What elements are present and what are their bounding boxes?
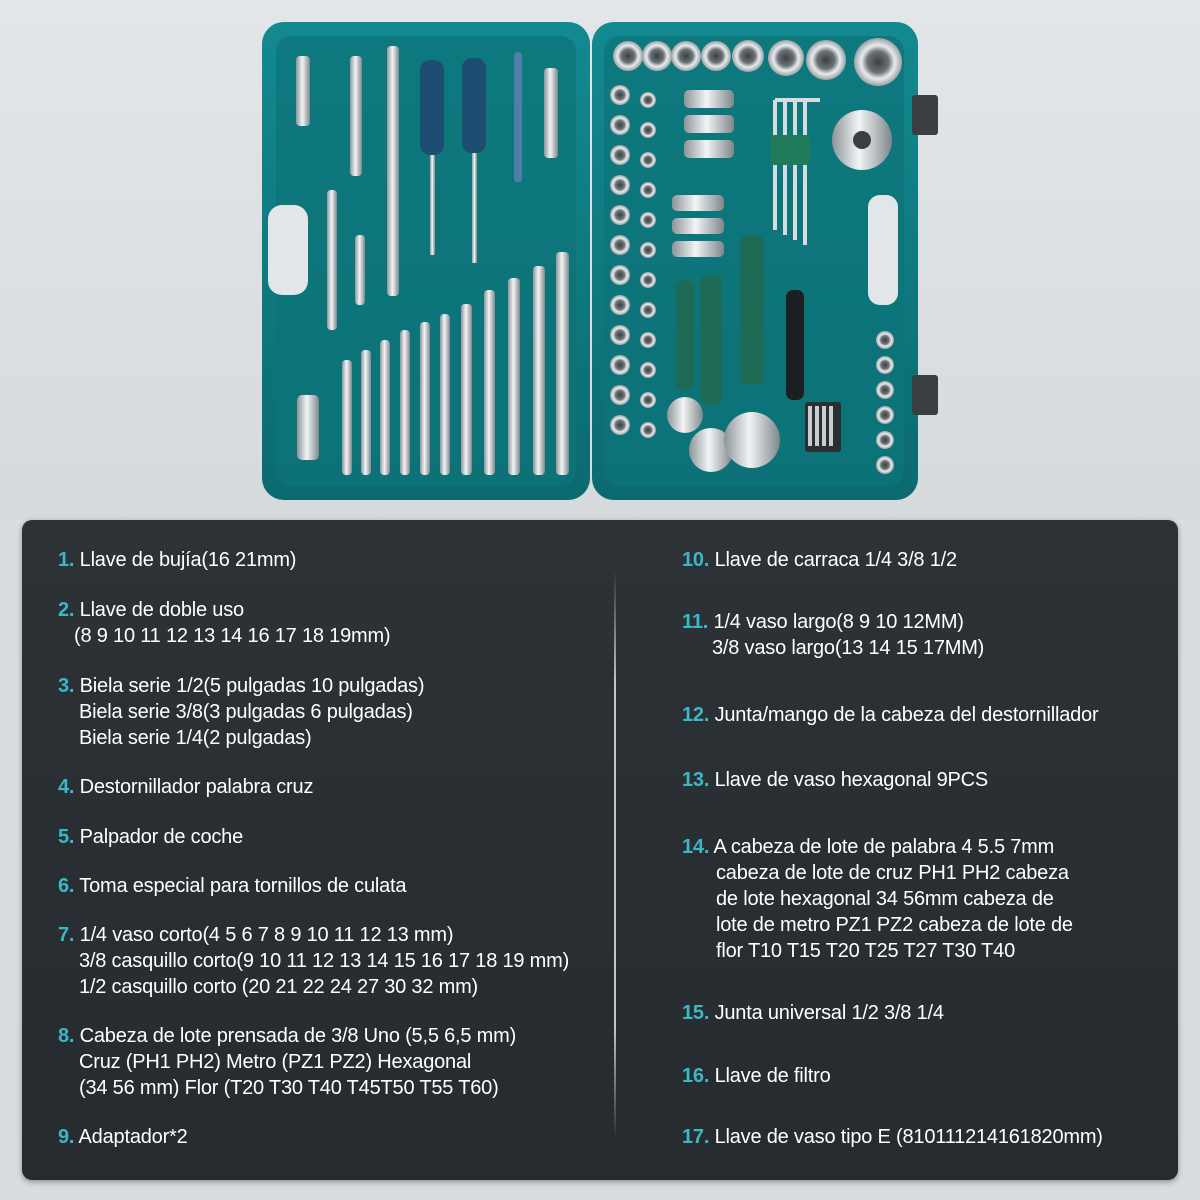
item-text: Biela serie 1/2(5 pulgadas 10 pulgadas) [79,675,425,697]
specification-panel [22,520,1178,1180]
item-number: 10. [682,549,710,571]
item-text: flor T10 T15 T20 T25 T27 T30 T40 [716,940,1015,962]
item-text: Junta/mango de la cabeza del destornillador [714,704,1099,726]
list-item-7 [58,922,569,1000]
item-number: 17. [682,1126,710,1148]
item-number: 1. [58,549,75,571]
toolbox-photo [0,0,1200,520]
list-item-11 [682,609,984,661]
list-item-14 [682,834,1073,964]
item-text: Llave de bujía(16 21mm) [79,549,297,571]
item-number: 13. [682,769,710,791]
item-number: 16. [682,1065,710,1087]
list-item-13 [682,767,988,793]
case-handle-left [268,205,308,295]
item-number: 12. [682,704,710,726]
list-item-10 [682,547,957,573]
list-item-3 [58,673,424,751]
item-text: Llave de vaso tipo E (810111214161820mm) [714,1126,1103,1148]
item-number: 4. [58,776,75,798]
item-text: Destornillador palabra cruz [79,776,314,798]
item-text: Llave de doble uso [79,599,244,621]
column-divider [614,570,616,1140]
spark-plug-socket [297,395,319,460]
list-item-9 [58,1124,188,1150]
item-text: cabeza de lote de cruz PH1 PH2 cabeza [716,862,1069,884]
item-text: Llave de filtro [714,1065,831,1087]
list-item-15 [682,1000,944,1026]
list-item-17 [682,1124,1103,1150]
item-text: Junta universal 1/2 3/8 1/4 [714,1002,944,1024]
item-text: Cruz (PH1 PH2) Metro (PZ1 PZ2) Hexagonal [79,1051,472,1073]
item-number: 14. [682,836,710,858]
item-text: 3/8 vaso largo(13 14 15 17MM) [712,637,985,659]
list-item-2 [58,597,390,649]
item-number: 8. [58,1025,75,1047]
item-number: 2. [58,599,75,621]
item-text: Llave de carraca 1/4 3/8 1/2 [714,549,957,571]
item-text: Biela serie 3/8(3 pulgadas 6 pulgadas) [79,701,413,723]
item-text: (34 56 mm) Flor (T20 T30 T40 T45T50 T55 T60) [79,1077,499,1099]
list-item-12 [682,702,1098,728]
list-item-16 [682,1063,831,1089]
toolbox-illustration [0,0,1200,520]
item-number: 15. [682,1002,710,1024]
item-text: Adaptador*2 [78,1126,188,1148]
item-number: 6. [58,875,75,897]
list-item-6 [58,873,406,899]
item-text: Llave de vaso hexagonal 9PCS [714,769,989,791]
item-text: 1/2 casquillo corto (20 21 22 24 27 30 32 mm) [79,976,479,998]
item-text: Palpador de coche [79,826,244,848]
item-number: 5. [58,826,75,848]
item-text: A cabeza de lote de palabra 4 5.5 7mm [713,836,1055,858]
item-text: Biela serie 1/4(2 pulgadas) [79,727,312,749]
list-item-8 [58,1023,516,1101]
item-text: lote de metro PZ1 PZ2 cabeza de lote de [716,914,1073,936]
bit-set [805,402,841,452]
item-number: 11. [682,611,709,633]
list-item-1 [58,547,296,573]
list-item-5 [58,824,243,850]
list-item-4 [58,774,313,800]
item-text: 3/8 casquillo corto(9 10 11 12 13 14 15 16 17 18 19 mm) [79,950,570,972]
case-handle-right [868,195,898,305]
item-text: 1/4 vaso corto(4 5 6 7 8 9 10 11 12 13 mm) [79,924,454,946]
item-text: Cabeza de lote prensada de 3/8 Uno (5,5 6,5 mm) [79,1025,517,1047]
item-number: 3. [58,675,75,697]
item-text: 1/4 vaso largo(8 9 10 12MM) [713,611,964,633]
item-number: 9. [58,1126,75,1148]
item-text: Toma especial para tornillos de culata [79,875,407,897]
item-text: (8 9 10 11 12 13 14 16 17 18 19mm) [74,625,391,647]
item-number: 7. [58,924,75,946]
item-text: de lote hexagonal 34 56mm cabeza de [716,888,1054,910]
